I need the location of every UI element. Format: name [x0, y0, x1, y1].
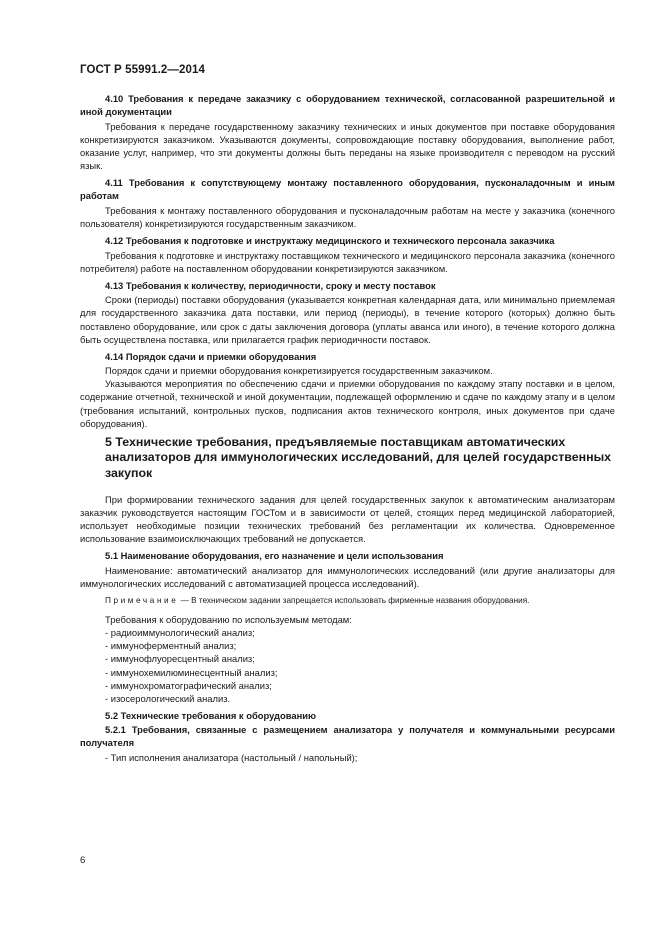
section-4-12-text: Требования к подготовке и инструктажу поставщиком технического и медицинского персонала заказчика (конечного потребителя) работе на поставленном оборудовании конкретизируются заказчиком. — [80, 249, 615, 274]
section-5-2-title: 5.2 Технические требования к оборудованию — [105, 709, 317, 721]
section-5-1-title: 5.1 Наименование оборудования, его назначение и цели использования — [105, 550, 444, 562]
list-item: - Тип исполнения анализатора (настольный / напольный); — [105, 752, 358, 764]
note-text: — В техническом задании запрещается использовать фирменные названия оборудования. — [178, 596, 530, 606]
document-body — [80, 92, 615, 764]
list-item: - радиоиммунологический анализ; — [105, 627, 255, 639]
page-number: 6 — [80, 855, 86, 866]
list-item: - иммуноферментный анализ; — [105, 640, 237, 652]
methods-list — [80, 626, 615, 705]
section-4-14-text-1: Порядок сдачи и приемки оборудования конкретизируется государственным заказчиком. — [105, 365, 493, 377]
section-4-13-text: Сроки (периоды) поставки оборудования (указывается конкретная календарная дата, или минимально приемлемая для государственного заказчика дата поставки, или период (периоды), в течение которого (которых) должно быть поставлено оборудование, или срок с даты заключения договора (уплаты аванса или иного), в течение которого должна быть осуществлена поставка, или прилагается график периодичности поставок. — [80, 294, 615, 345]
section-4-12-title: 4.12 Требования к подготовке и инструктажу медицинского и технического персонала заказчика — [105, 234, 555, 246]
section-5-2-1-title: 5.2.1 Требования, связанные с размещением анализатора у получателя и коммунальными ресурсами получателя — [80, 724, 615, 749]
section-4-13-title: 4.13 Требования к количеству, периодичности, сроку и месту поставок — [105, 279, 436, 291]
section-4-14-title: 4.14 Порядок сдачи и приемки оборудования — [105, 350, 317, 362]
section-4-10-title: 4.10 Требования к передаче заказчику с оборудованием технической, согласованной разрешительной и иной документации — [80, 93, 615, 118]
note-label: Примечание — [105, 596, 179, 606]
list-item: - иммунохроматографический анализ; — [105, 679, 272, 691]
document-header: ГОСТ Р 55991.2—2014 — [80, 64, 205, 76]
section-4-14-text-2: Указываются мероприятия по обеспечению сдачи и приемки оборудования по каждому этапу поставки и в целом, содержание отчетной, технической и иной документации, подлежащей оформлению и сдаче по каждому этапу и в целом (требования испытаний, контрольных пусков, подписания актов технического контроля, иных документов при сдаче оборудования). — [80, 378, 615, 429]
list-item: - изосерологический анализ. — [105, 692, 231, 704]
section-4-10-text: Требования к передаче государственному заказчику технических и иных документов при поставке оборудования конкретизируются заказчиком. Указываются документы, сопровождающие поставку оборудования, выполнение работ, оказание услуг, например, что эти документы должны быть переданы на языке производителя с переводом на русский язык. — [80, 120, 615, 171]
placement-list — [80, 751, 615, 764]
section-4-11-text: Требования к монтажу поставленного оборудования и пусконаладочным работам на месте у заказчика (конечного пользователя) конкретизируются государственным заказчиком. — [80, 204, 615, 229]
section-5-1-text: Наименование: автоматический анализатор для иммунологических исследований (или другие анализаторы для иммунологических исследований с автоматизацией процесса исследований). — [80, 564, 615, 590]
section-4-11-title: 4.11 Требования к сопутствующему монтажу поставленного оборудования, пусконаладочным и иным работам — [80, 177, 615, 202]
list-item: - иммунофлуоресцентный анализ; — [105, 653, 255, 665]
section-5-heading: 5 Технические требования, предъявляемые поставщикам автоматических анализаторов для иммунологических исследований, для целей государственных закупок — [105, 434, 612, 480]
section-5-text: При формировании технического задания для целей государственных закупок к автоматическим анализаторам заказчик руководствуется настоящим ГОСТом и в зависимости от целей, стоящих перед медицинской лабораторией, использует необходимые позиции технических требований без регламентации их количества. Одновременное использование взаимоисключающих требований не допускается. — [80, 493, 615, 545]
methods-intro: Требования к оборудованию по используемым методам: — [105, 614, 352, 626]
note — [80, 594, 615, 607]
list-item: - иммунохемилюминесцентный анализ; — [105, 666, 278, 678]
